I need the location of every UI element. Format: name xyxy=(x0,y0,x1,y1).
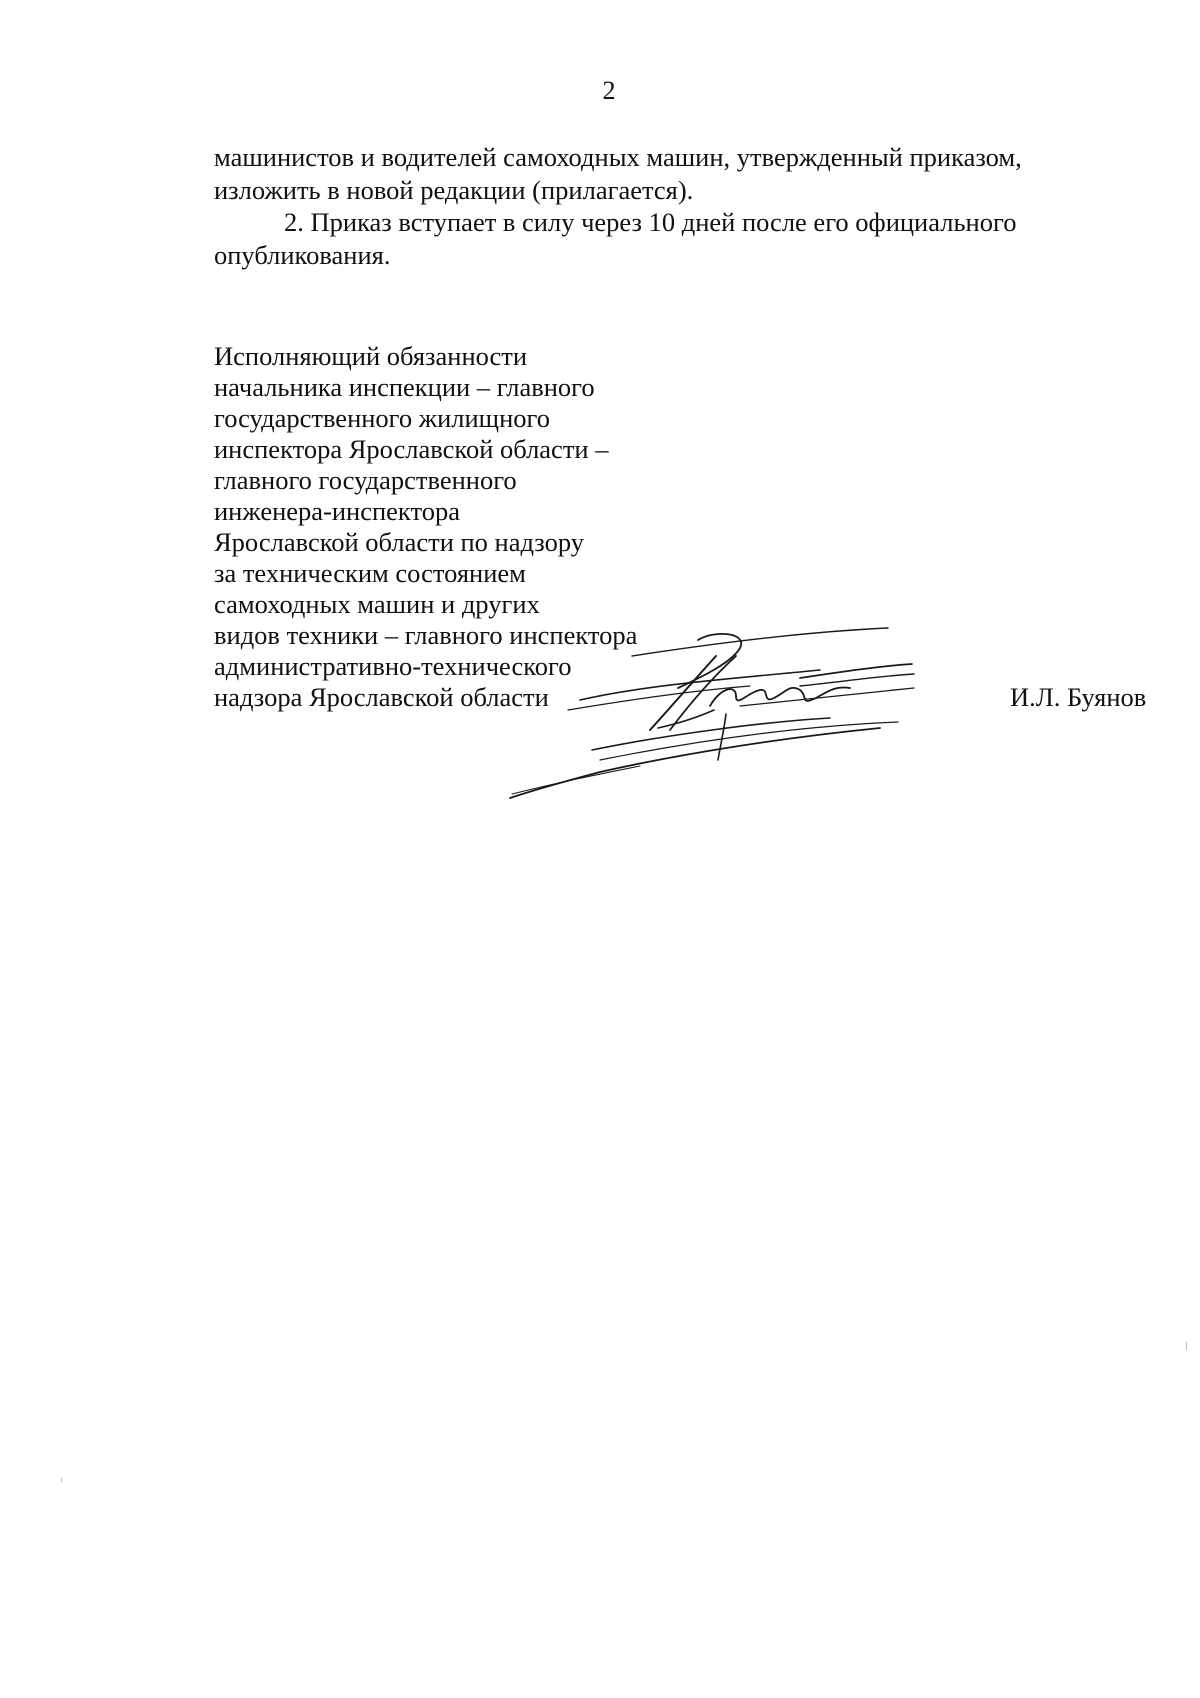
signer-title-line: Ярославской области по надзору xyxy=(214,527,585,557)
signer-title-line: за техническим состоянием xyxy=(214,558,526,588)
signer-title-line: видов техники – главного инспектора xyxy=(214,620,638,650)
signer-title-line: Исполняющий обязанности xyxy=(214,341,528,371)
paragraph-1-line-1: машинистов и водителей самоходных машин, утвержденный приказом, xyxy=(214,142,1022,172)
signer-title-line: инженера-инспектора xyxy=(214,496,460,526)
signer-title-line: государственного жилищного xyxy=(214,403,550,433)
scan-artifact xyxy=(1186,1342,1187,1350)
signer-title-line: инспектора Ярославской области – xyxy=(214,434,609,464)
page-number: 2 xyxy=(602,76,616,105)
signer-title-line: административно-технического xyxy=(214,651,572,681)
handwritten-signature-icon xyxy=(500,618,920,804)
paragraph-1-line-2: изложить в новой редакции (прилагается). xyxy=(214,174,694,205)
signer-title-line: главного государственного xyxy=(214,465,517,495)
scan-artifact xyxy=(61,1478,62,1482)
paragraph-2-line-2: опубликования. xyxy=(214,239,391,270)
signer-title-line: самоходных машин и других xyxy=(214,589,540,619)
paragraph-2-line-1: 2. Приказ вступает в силу через 10 дней после его официального xyxy=(284,207,1017,237)
signer-title-line: начальника инспекции – главного xyxy=(214,372,595,402)
signer-title-line: надзора Ярославской области xyxy=(214,682,549,712)
signer-name: И.Л. Буянов xyxy=(1010,682,1147,712)
body-text xyxy=(214,141,1150,271)
